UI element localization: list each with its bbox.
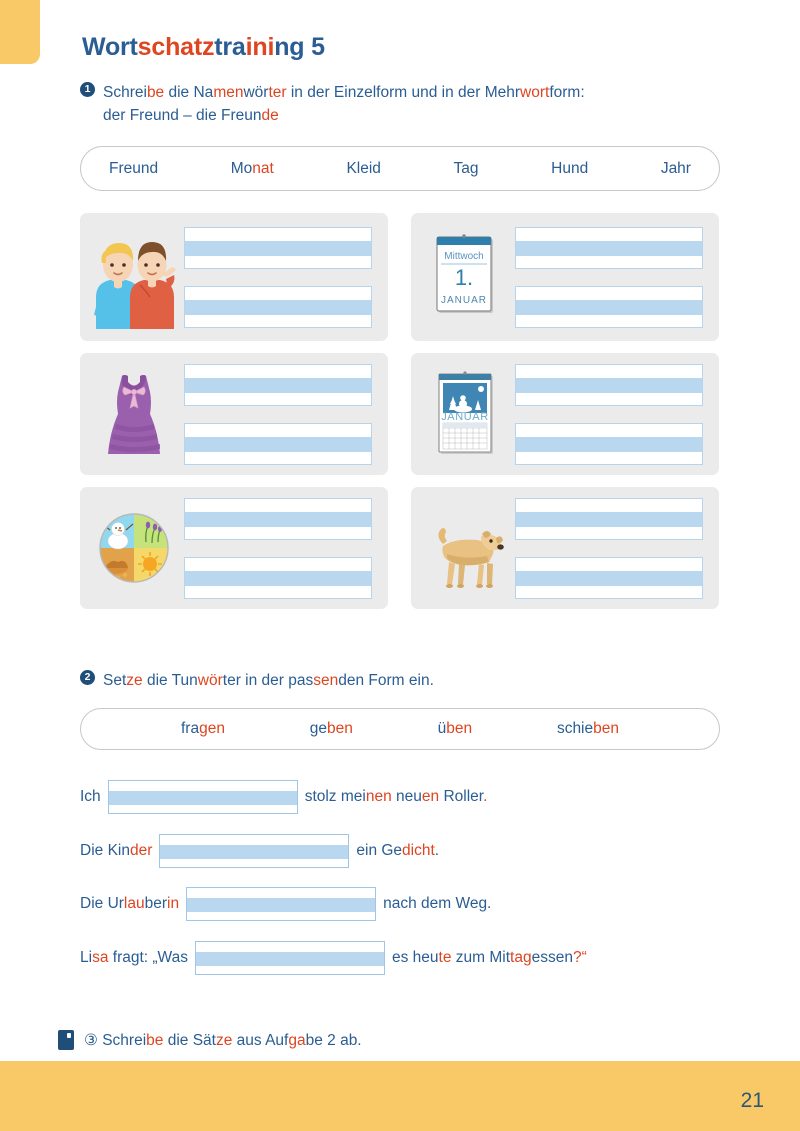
sentence-2-pre-segment-0: Die Kin: [80, 842, 130, 859]
verb-chip-geben[interactable]: [310, 720, 353, 738]
answer-blank-3[interactable]: [186, 887, 376, 921]
sentence-row-2: [80, 834, 439, 868]
task-1-line-1-segment-3: men: [213, 84, 244, 101]
task-2-line-1-segment-3: wör: [197, 672, 223, 689]
word-chip-3-segment-0: Tag: [453, 159, 479, 177]
svg-text:Mittwoch: Mittwoch: [444, 251, 484, 262]
task-1-line-1-segment-2: die Na: [164, 84, 214, 101]
task-1-line-2-segment-0: der Freund – die Freun: [103, 107, 262, 124]
page-title: [82, 33, 325, 62]
word-chip-monat[interactable]: [231, 160, 274, 178]
word-chip-jahr[interactable]: [661, 160, 691, 178]
sentence-2-suffix: [356, 842, 439, 860]
word-card-tag: [411, 213, 719, 341]
task-2-line-1-segment-2: die Tun: [142, 672, 198, 689]
task-2-number: 2: [80, 670, 95, 685]
task-2-line-1-segment-6: den Form ein.: [338, 672, 434, 689]
task-3-line-segment-6: be 2 ab.: [305, 1031, 362, 1049]
writing-line[interactable]: [184, 423, 372, 465]
verb-chip-0-segment-1: gen: [199, 720, 225, 737]
sentence-row-4: [80, 941, 587, 975]
task-3-line-segment-4: aus Auf: [232, 1031, 289, 1049]
verb-chip-schieben[interactable]: [557, 720, 619, 738]
task-2-line-1-segment-4: ter in der pas: [222, 672, 314, 689]
task-1-line-1-segment-1: be: [146, 84, 165, 101]
sentence-3-pre-segment-3: in: [167, 895, 180, 912]
writing-line[interactable]: [515, 557, 703, 599]
sentence-2-prefix: [80, 842, 152, 860]
sentence-row-1: [80, 780, 487, 814]
verb-chip-üben[interactable]: [438, 720, 473, 738]
task-3-text: [84, 1031, 362, 1050]
sentence-1-suffix: [305, 788, 488, 806]
word-card-hund: [411, 487, 719, 609]
title-segment-0: Wort: [82, 33, 138, 61]
task-3-line-segment-0: ③ Schrei: [84, 1031, 147, 1049]
task-1-line-1-segment-5: ter: [268, 84, 287, 101]
word-chip-0-segment-0: Freund: [109, 159, 159, 177]
word-chip-4-segment-0: Hund: [551, 159, 589, 177]
sentence-4-prefix: [80, 949, 188, 967]
writing-line[interactable]: [184, 557, 372, 599]
word-card-monat: [411, 353, 719, 475]
writing-lines-group: [511, 227, 719, 328]
writing-line[interactable]: [515, 423, 703, 465]
title-segment-4: ng 5: [274, 33, 325, 61]
sentence-2-post-segment-2: .: [434, 842, 440, 859]
sentence-3-pre-segment-2: ber: [144, 895, 168, 912]
word-chip-kleid[interactable]: [346, 160, 380, 178]
two-friends-illustration: [88, 225, 180, 329]
footer-bar: [0, 1061, 800, 1131]
answer-blank-2[interactable]: [159, 834, 349, 868]
sentence-1-prefix: [80, 788, 101, 806]
corner-tab-decoration: [0, 0, 40, 64]
answer-blank-1[interactable]: [108, 780, 298, 814]
title-segment-3: ini: [245, 33, 275, 61]
writing-line[interactable]: [515, 364, 703, 406]
task-1-line-1-segment-4: wör: [243, 84, 269, 101]
task-1-line-1: [103, 81, 743, 104]
verb-chip-0-segment-0: fra: [181, 720, 200, 737]
sentence-4-post-segment-5: ?“: [572, 949, 587, 966]
sentence-1-post-segment-4: Roller: [439, 788, 484, 805]
sentence-3-suffix: [383, 895, 491, 913]
sentence-4-post-segment-4: essen: [531, 949, 573, 966]
sentence-3-prefix: [80, 895, 179, 913]
notebook-icon: [58, 1030, 74, 1050]
sentence-4-pre-segment-0: Li: [80, 949, 93, 966]
writing-line[interactable]: [515, 498, 703, 540]
word-card-jahr: [80, 487, 388, 609]
task-1-line-1-segment-10: form:: [549, 84, 585, 101]
writing-lines-group: [511, 364, 719, 465]
sentence-4-post-segment-2: zum Mit: [451, 949, 511, 966]
answer-blank-4[interactable]: [195, 941, 385, 975]
dog-illustration: [419, 496, 511, 600]
sentence-4-post-segment-1: te: [438, 949, 452, 966]
task-2-word-bank: [80, 708, 720, 750]
sentence-1-post-segment-5: .: [483, 788, 488, 805]
sentence-4-pre-segment-2: fragt: „Was: [108, 949, 188, 966]
writing-lines-group: [180, 498, 388, 599]
task-3-line-segment-2: die Sät: [163, 1031, 216, 1049]
sentence-1-post-segment-3: en: [421, 788, 440, 805]
task-2-line-1-segment-5: sen: [313, 672, 339, 689]
task-2-line-1: [103, 669, 743, 692]
sentence-1-post-segment-2: neu: [391, 788, 422, 805]
task-3-line-segment-5: ga: [288, 1031, 306, 1049]
task-1-instruction: [84, 81, 743, 127]
sentence-2-pre-segment-1: der: [129, 842, 153, 859]
word-chip-1-segment-0: Mo: [230, 159, 253, 177]
writing-line[interactable]: [515, 227, 703, 269]
task-1-line-2-segment-1: de: [261, 107, 279, 124]
sentence-row-3: [80, 887, 491, 921]
svg-text:1.: 1.: [454, 265, 474, 290]
task-2-instruction: [84, 669, 743, 692]
task-1-line-1-segment-9: wort: [520, 84, 550, 101]
task-3-instruction: [58, 1030, 362, 1050]
verb-chip-3-segment-0: schie: [556, 720, 594, 737]
writing-line[interactable]: [184, 364, 372, 406]
verb-chip-1-segment-1: ben: [327, 720, 353, 737]
writing-line[interactable]: [515, 286, 703, 328]
task-2-line-1-segment-0: Set: [103, 672, 127, 689]
word-chip-tag[interactable]: [454, 160, 479, 178]
task-1-line-1-segment-7: form: [376, 84, 408, 101]
title-segment-1: schatz: [137, 33, 215, 61]
sentence-4-post-segment-0: es heu: [391, 949, 439, 966]
writing-lines-group: [180, 227, 388, 328]
word-chip-1-segment-1: nat: [252, 159, 274, 177]
task-3-line-segment-1: be: [146, 1031, 164, 1049]
task-1-line-2: [103, 104, 743, 127]
svg-text:JANUAR: JANUAR: [441, 411, 489, 423]
sentence-3-pre-segment-0: Die Ur: [80, 895, 124, 912]
month-calendar-illustration: [419, 362, 511, 466]
sentence-3-post-segment-0: nach dem Weg.: [383, 895, 492, 912]
sentence-3-pre-segment-1: lau: [123, 895, 145, 912]
word-chip-5-segment-0: Jahr: [660, 159, 691, 177]
page-number: 21: [740, 1089, 764, 1112]
purple-dress-illustration: [88, 362, 180, 466]
task-3-line-segment-3: ze: [215, 1031, 233, 1049]
task-2-line-1-segment-1: ze: [126, 672, 143, 689]
word-card-kleid: [80, 353, 388, 475]
sentence-2-post-segment-0: ein Ge: [356, 842, 403, 859]
svg-text:JANUAR: JANUAR: [440, 295, 488, 306]
task-1-number: 1: [80, 82, 95, 97]
verb-chip-2-segment-1: ben: [446, 720, 473, 737]
sentence-4-post-segment-3: tag: [510, 949, 532, 966]
sentence-4-pre-segment-1: sa: [92, 949, 109, 966]
writing-lines-group: [511, 498, 719, 599]
task-1-line-1-segment-6: in der Einzel: [286, 84, 377, 101]
writing-line[interactable]: [184, 227, 372, 269]
verb-chip-1-segment-0: ge: [309, 720, 327, 737]
sentence-1-post-segment-0: stolz mei: [304, 788, 366, 805]
verb-chip-2-segment-0: ü: [437, 720, 447, 737]
writing-line[interactable]: [184, 286, 372, 328]
verb-chip-3-segment-1: ben: [593, 720, 619, 737]
title-segment-2: tra: [214, 33, 246, 61]
four-seasons-circle-illustration: [88, 496, 180, 600]
writing-lines-group: [180, 364, 388, 465]
sentence-1-pre-segment-0: Ich: [80, 788, 101, 805]
task-1-line-1-segment-0: Schrei: [103, 84, 147, 101]
sentence-4-suffix: [392, 949, 587, 967]
word-card-freund: [80, 213, 388, 341]
word-chip-2-segment-0: Kleid: [346, 159, 381, 177]
writing-line[interactable]: [184, 498, 372, 540]
sentence-1-post-segment-1: nen: [365, 788, 392, 805]
task-1-line-1-segment-8: und in der Mehr: [407, 84, 521, 101]
day-calendar-illustration: [419, 225, 511, 329]
sentence-2-post-segment-1: dicht: [402, 842, 435, 859]
word-chip-freund[interactable]: [109, 160, 158, 178]
task-1-word-bank: [80, 146, 720, 191]
word-chip-hund[interactable]: [551, 160, 588, 178]
verb-chip-fragen[interactable]: [181, 720, 225, 738]
